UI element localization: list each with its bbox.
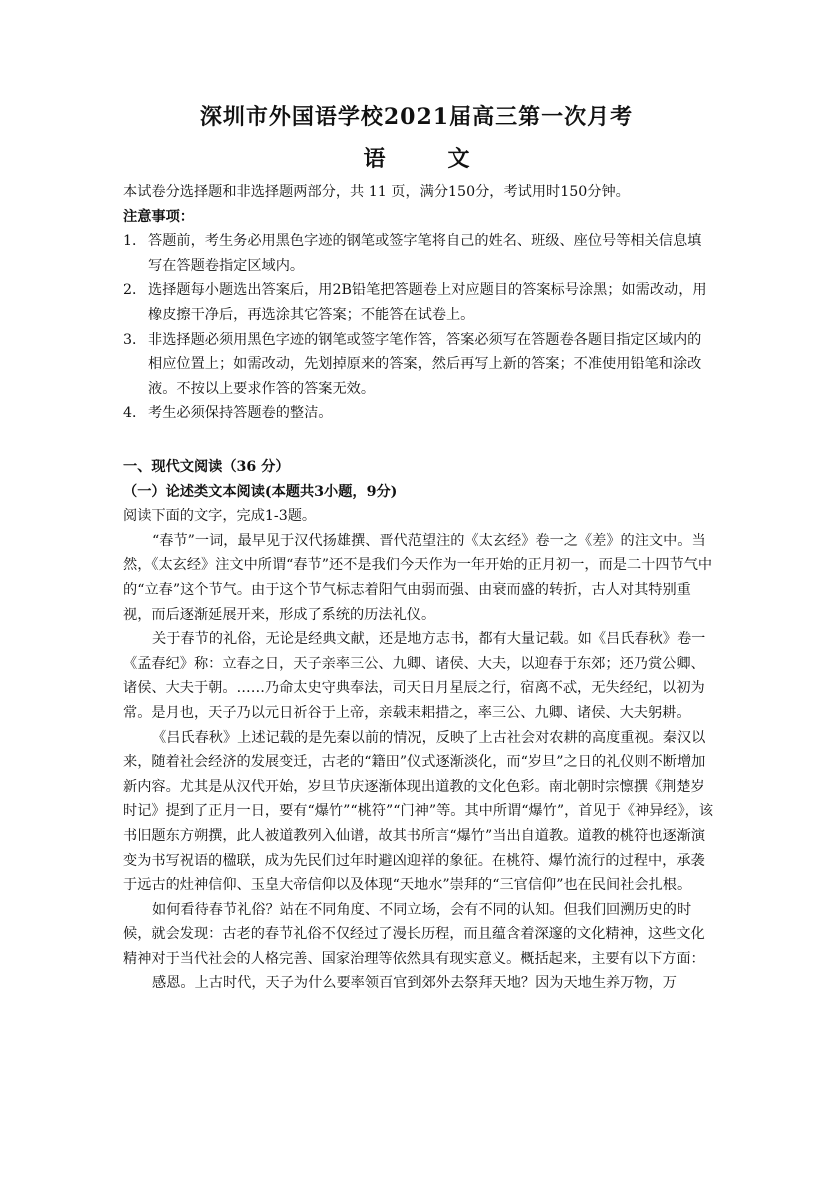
passage-paragraph: “春节”一词，最早见于汉代扬雄撰、晋代范望注的《太玄经》卷一之《差》的注文中。当然，《太玄经》注文中所谓“春节”还不是我们今天作为一年开始的正月初一，而是二十四节气中的“立春”这个节气。由于这个节气标志着阳气由弱而强、由衰而盛的转折，古人对其特别重视，而后逐渐延展开来，形成了系统的历法礼仪。 <box>123 532 713 623</box>
passage-paragraph: 感恩。上古时代，天子为什么要率领百官到郊外去祭拜天地？因为天地生养万物，万 <box>152 975 677 992</box>
notice-heading: 注意事项： <box>123 208 194 225</box>
passage-paragraph: 关于春节的礼俗，无论是经典文献，还是地方志书，都有大量记载。如《吕氏春秋》卷一《孟春纪》称：立春之日，天子亲率三公、九卿、诸侯、大夫，以迎春于东郊；还乃赏公卿、诸侯、大夫于朝。……乃命太史守典奉法，司天日月星辰之行，宿离不忒，无失经纪，以初为常。是月也，天子乃以元日祈谷于上帝，亲载耒耜措之，率三公、九卿、诸侯、大夫躬耕。 <box>123 631 706 721</box>
notice-item <box>123 278 715 327</box>
reading-instruction: 阅读下面的文字，完成1-3题。 <box>123 508 317 525</box>
exam-title: 深圳市外国语学校2021届高三第一次月考 <box>199 104 634 130</box>
notice-item-number: 3． <box>123 331 147 348</box>
notice-item-number: 1． <box>123 233 147 250</box>
passage-paragraph: 《吕氏春秋》上述记载的是先秦以前的情况，反映了上古社会对农耕的高度重视。秦汉以来，随着社会经济的发展变迁，古老的“籍田”仪式逐渐淡化，而“岁旦”之日的礼仪则不断增加新内容。尤其是从汉代开始，岁旦节庆逐渐体现出道教的文化色彩。南北朝时宗懔撰《荆楚岁时记》提到了正月一日，要有“爆竹”“桃符”“门神”等。其中所谓“爆竹”，首见于《神异经》，该书旧题东方朔撰，此人被道教列入仙谱，故其书所言“爆竹”当出自道教。道教的桃符也逐渐演变为书写祝语的楹联，成为先民们过年时避凶迎祥的象征。在桃符、爆竹流行的过程中，承袭于远古的灶神信仰、玉皇大帝信仰以及体现“天地水”崇拜的“三官信仰”也在民间社会扎根。 <box>123 729 714 894</box>
notice-item <box>123 229 715 278</box>
subject-title: 语 文 <box>363 146 490 172</box>
notice-item-text: 考生必须保持答题卷的整洁。 <box>148 405 333 422</box>
notice-item-text: 选择题每小题选出答案后，用2B铅笔把答题卷上对应题目的答案标号涂黑；如需改动，用橡皮擦干净后，再选涂其它答案；不能答在试卷上。 <box>148 282 707 323</box>
notice-item <box>123 401 715 426</box>
notice-item-text: 答题前，考生务必用黑色字迹的钢笔或签字笔将自己的姓名、班级、座位号等相关信息填写在答题卷指定区域内。 <box>148 233 702 274</box>
notice-item-number: 2． <box>123 282 147 299</box>
notice-item <box>123 328 715 402</box>
passage-paragraph: 如何看待春节礼俗？站在不同角度、不同立场，会有不同的认知。但我们回溯历史的时候，就会发现：古老的春节礼俗不仅经过了漫长历程，而且蕴含着深邃的文化精神，这些文化精神对于当代社会的人格完善、国家治理等依然具有现实意义。概括起来，主要有以下方面： <box>123 901 705 967</box>
intro-text: 本试卷分选择题和非选择题两部分，共 11 页，满分150分，考试用时150分钟。 <box>123 184 630 200</box>
subsection-heading: （一）论述类文本阅读(本题共3小题，9分) <box>123 483 398 500</box>
reading-section <box>123 455 715 996</box>
section-heading: 一、现代文阅读（36 分） <box>123 459 290 475</box>
instructions-block <box>123 180 715 426</box>
notice-item-text: 非选择题必须用黑色字迹的钢笔或签字笔作答，答案必须写在答题卷各题目指定区域内的相应位置上；如需改动，先划掉原来的答案，然后再写上新的答案；不准使用铅笔和涂改液。不按以上要求作答的答案无效。 <box>148 331 702 397</box>
notice-item-number: 4． <box>123 405 147 422</box>
